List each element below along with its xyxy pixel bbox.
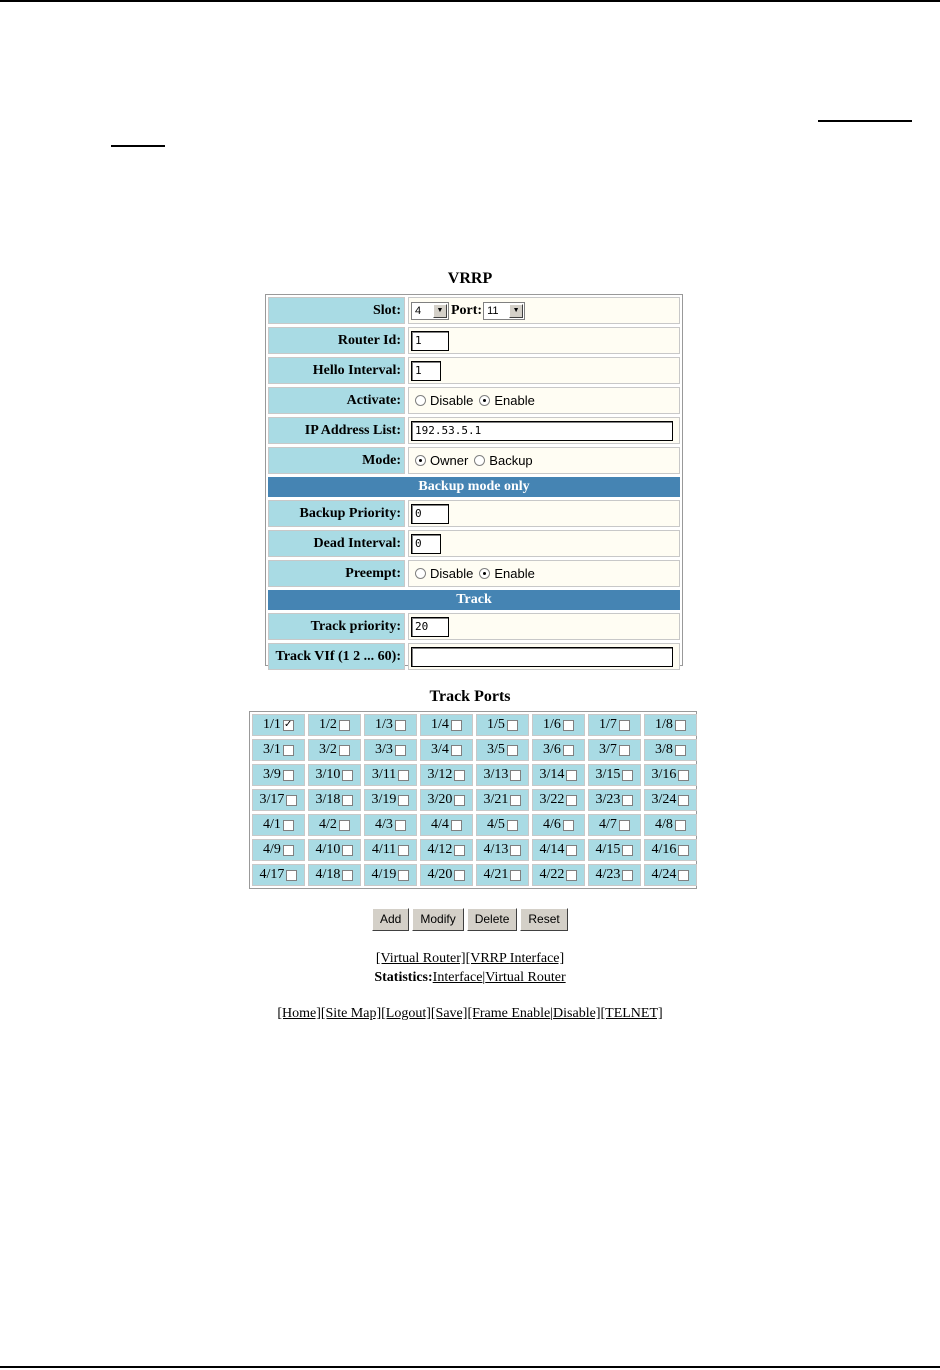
track-port-label: 3/14: [539, 767, 565, 782]
track-port-checkbox[interactable]: [678, 870, 689, 881]
track-port-checkbox[interactable]: [283, 720, 294, 731]
track-port-cell: [532, 764, 585, 786]
track-port-checkbox[interactable]: [675, 720, 686, 731]
track-port-cell: [588, 864, 641, 886]
track-port-checkbox[interactable]: [451, 745, 462, 756]
track-port-cell: [476, 739, 529, 761]
hello-interval-label: Hello Interval:: [268, 357, 405, 384]
preempt-label: Preempt:: [268, 560, 405, 587]
track-port-checkbox[interactable]: [619, 820, 630, 831]
chevron-down-icon[interactable]: ▼: [509, 304, 523, 318]
track-port-label: 4/7: [599, 817, 617, 832]
track-port-label: 3/13: [483, 767, 509, 782]
track-port-checkbox[interactable]: [678, 770, 689, 781]
telnet-link[interactable]: [TELNET]: [600, 1006, 663, 1021]
statistics-label: Statistics:: [374, 970, 433, 985]
preempt-row: [268, 560, 680, 587]
track-port-checkbox[interactable]: [454, 845, 465, 856]
track-port-cell: [308, 789, 361, 811]
track-port-checkbox[interactable]: [566, 795, 577, 806]
add-button[interactable]: Add: [372, 908, 409, 931]
track-port-label: 4/14: [539, 842, 565, 857]
track-port-cell: [252, 864, 305, 886]
track-port-cell: [420, 839, 473, 861]
track-port-cell: [476, 714, 529, 736]
mode-row: [268, 447, 680, 474]
bottom-rule: [0, 1366, 940, 1368]
track-port-cell: [420, 864, 473, 886]
track-port-label: 3/15: [595, 767, 621, 782]
frame-enable-link[interactable]: [Frame Enable: [467, 1006, 551, 1021]
slot-select[interactable]: 4 ▼: [411, 302, 449, 320]
track-port-checkbox[interactable]: [622, 770, 633, 781]
track-port-label: 1/5: [487, 717, 505, 732]
track-port-cell: [532, 864, 585, 886]
track-port-label: 1/3: [375, 717, 393, 732]
footer-nav: [0, 1006, 940, 1022]
track-port-cell: [364, 764, 417, 786]
activate-enable-radio[interactable]: [479, 395, 490, 406]
track-port-checkbox[interactable]: [339, 820, 350, 831]
track-port-checkbox[interactable]: [339, 745, 350, 756]
track-port-cell: [364, 839, 417, 861]
track-port-label: 1/4: [431, 717, 449, 732]
track-port-checkbox[interactable]: [678, 795, 689, 806]
vrrp-links: [0, 951, 940, 967]
dead-interval-row: [268, 530, 680, 557]
track-port-cell: [252, 839, 305, 861]
track-port-label: 4/13: [483, 842, 509, 857]
save-link[interactable]: [Save]: [430, 1006, 468, 1021]
track-port-label: 3/2: [319, 742, 337, 757]
track-port-cell: [644, 839, 697, 861]
track-port-checkbox[interactable]: [451, 720, 462, 731]
mode-backup-label: Backup: [489, 453, 533, 468]
track-port-cell: [308, 814, 361, 836]
track-port-label: 3/21: [483, 792, 509, 807]
track-port-checkbox[interactable]: [563, 820, 574, 831]
text-fragment-line: [818, 120, 912, 122]
track-port-label: 3/4: [431, 742, 449, 757]
track-port-label: 3/22: [539, 792, 565, 807]
track-port-label: 4/23: [595, 867, 621, 882]
track-port-cell: [532, 739, 585, 761]
track-ports-grid: [249, 711, 697, 889]
track-port-checkbox[interactable]: [286, 795, 297, 806]
track-port-cell: [308, 739, 361, 761]
slot-label: Slot:: [268, 297, 405, 324]
statistics-links: [0, 970, 940, 986]
track-port-checkbox[interactable]: [622, 870, 633, 881]
track-port-checkbox[interactable]: [342, 770, 353, 781]
track-port-checkbox[interactable]: [563, 720, 574, 731]
activate-disable-radio[interactable]: [415, 395, 426, 406]
backup-priority-label: Backup Priority:: [268, 500, 405, 527]
track-port-cell: [644, 864, 697, 886]
track-port-cell: [252, 789, 305, 811]
track-port-cell: [588, 714, 641, 736]
track-port-cell: [532, 839, 585, 861]
track-port-checkbox[interactable]: [286, 870, 297, 881]
track-port-checkbox[interactable]: [283, 770, 294, 781]
track-port-label: 4/22: [539, 867, 565, 882]
track-port-cell: [644, 714, 697, 736]
track-port-checkbox[interactable]: [510, 770, 521, 781]
ip-address-input[interactable]: 192.53.5.1: [411, 421, 673, 441]
track-port-label: 4/17: [259, 867, 285, 882]
activate-row: [268, 387, 680, 414]
modify-button[interactable]: Modify: [412, 908, 463, 931]
track-port-label: 3/23: [595, 792, 621, 807]
track-port-checkbox[interactable]: [510, 870, 521, 881]
track-vif-input[interactable]: [411, 647, 673, 667]
track-port-checkbox[interactable]: [283, 745, 294, 756]
delete-button[interactable]: Delete: [467, 908, 518, 931]
track-port-cell: [644, 739, 697, 761]
action-buttons: [372, 908, 568, 931]
track-port-label: 3/17: [259, 792, 285, 807]
track-port-label: 3/18: [315, 792, 341, 807]
reset-button[interactable]: Reset: [520, 908, 567, 931]
track-port-checkbox[interactable]: [395, 820, 406, 831]
track-port-label: 4/20: [427, 867, 453, 882]
track-port-cell: [308, 864, 361, 886]
hello-interval-row: [268, 357, 680, 384]
hello-interval-input[interactable]: 1: [411, 361, 441, 381]
track-port-checkbox[interactable]: [451, 820, 462, 831]
track-port-label: 3/20: [427, 792, 453, 807]
track-port-label: 3/12: [427, 767, 453, 782]
track-port-label: 1/2: [319, 717, 337, 732]
track-port-label: 4/12: [427, 842, 453, 857]
track-priority-row: [268, 613, 680, 640]
track-port-cell: [420, 714, 473, 736]
stats-virtual-router-link[interactable]: Virtual Router: [485, 970, 566, 985]
track-port-label: 3/9: [263, 767, 281, 782]
track-port-checkbox[interactable]: [454, 770, 465, 781]
site-map-link[interactable]: [Site Map]: [320, 1006, 382, 1021]
track-port-cell: [588, 764, 641, 786]
track-port-label: 1/1: [263, 717, 281, 732]
track-port-label: 3/16: [651, 767, 677, 782]
track-port-label: 3/7: [599, 742, 617, 757]
track-port-checkbox[interactable]: [342, 870, 353, 881]
track-port-label: 4/1: [263, 817, 281, 832]
track-port-label: 4/15: [595, 842, 621, 857]
track-port-checkbox[interactable]: [342, 795, 353, 806]
track-port-label: 3/5: [487, 742, 505, 757]
track-port-checkbox[interactable]: [395, 720, 406, 731]
slot-row: [268, 297, 680, 324]
track-port-label: 4/24: [651, 867, 677, 882]
virtual-router-link[interactable]: [Virtual Router]: [375, 951, 466, 966]
track-port-label: 4/16: [651, 842, 677, 857]
track-port-label: 3/3: [375, 742, 393, 757]
track-port-checkbox[interactable]: [398, 795, 409, 806]
track-port-checkbox[interactable]: [398, 845, 409, 856]
track-port-cell: [476, 789, 529, 811]
track-port-checkbox[interactable]: [622, 795, 633, 806]
track-port-checkbox[interactable]: [566, 770, 577, 781]
track-port-checkbox[interactable]: [454, 870, 465, 881]
track-port-cell: [532, 714, 585, 736]
router-id-input[interactable]: 1: [411, 331, 449, 351]
backup-priority-row: [268, 500, 680, 527]
track-port-checkbox[interactable]: [398, 770, 409, 781]
activate-disable-label: Disable: [430, 393, 474, 408]
preempt-enable-label: Enable: [494, 566, 535, 581]
track-port-cell: [588, 739, 641, 761]
track-port-cell: [252, 714, 305, 736]
track-port-checkbox[interactable]: [622, 845, 633, 856]
stats-separator: |: [482, 970, 486, 985]
track-port-cell: [364, 714, 417, 736]
home-link[interactable]: [Home]: [277, 1006, 321, 1021]
track-port-cell: [364, 789, 417, 811]
track-port-cell: [532, 789, 585, 811]
text-fragment-line: [111, 145, 165, 147]
preempt-disable-label: Disable: [430, 566, 474, 581]
track-port-label: 4/19: [371, 867, 397, 882]
dead-interval-label: Dead Interval:: [268, 530, 405, 557]
track-port-checkbox[interactable]: [675, 820, 686, 831]
track-port-cell: [420, 814, 473, 836]
stats-interface-link[interactable]: Interface: [432, 970, 483, 985]
track-port-label: 3/24: [651, 792, 677, 807]
track-port-label: 1/6: [543, 717, 561, 732]
track-port-cell: [476, 839, 529, 861]
track-port-cell: [308, 764, 361, 786]
preempt-disable-radio[interactable]: [415, 568, 426, 579]
track-port-cell: [420, 789, 473, 811]
mode-backup-radio[interactable]: [474, 455, 485, 466]
track-port-label: 3/10: [315, 767, 341, 782]
track-port-cell: [532, 814, 585, 836]
track-port-cell: [420, 764, 473, 786]
ip-address-row: [268, 417, 680, 444]
track-port-cell: [644, 764, 697, 786]
backup-section-header: Backup mode only: [268, 477, 680, 497]
track-port-cell: [252, 764, 305, 786]
logout-link[interactable]: [Logout]: [381, 1006, 431, 1021]
track-port-label: 1/8: [655, 717, 673, 732]
track-port-label: 4/21: [483, 867, 509, 882]
track-port-checkbox[interactable]: [678, 845, 689, 856]
track-port-checkbox[interactable]: [563, 745, 574, 756]
track-port-label: 3/6: [543, 742, 561, 757]
track-port-label: 4/10: [315, 842, 341, 857]
track-port-label: 4/4: [431, 817, 449, 832]
chevron-down-icon[interactable]: ▼: [433, 304, 447, 318]
track-port-cell: [252, 739, 305, 761]
track-port-cell: [476, 814, 529, 836]
activate-enable-label: Enable: [494, 393, 535, 408]
track-port-checkbox[interactable]: [619, 745, 630, 756]
track-port-label: 4/6: [543, 817, 561, 832]
track-port-label: 3/11: [371, 767, 397, 782]
track-section-header: Track: [268, 590, 680, 610]
track-port-checkbox[interactable]: [619, 720, 630, 731]
track-port-checkbox[interactable]: [395, 745, 406, 756]
track-priority-input[interactable]: 20: [411, 617, 449, 637]
mode-owner-radio[interactable]: [415, 455, 426, 466]
track-port-cell: [252, 814, 305, 836]
track-port-checkbox[interactable]: [283, 820, 294, 831]
track-port-cell: [476, 764, 529, 786]
track-port-checkbox[interactable]: [510, 845, 521, 856]
track-ports-title: Track Ports: [429, 688, 511, 705]
track-port-cell: [588, 814, 641, 836]
frame-separator: |: [550, 1006, 554, 1021]
track-port-checkbox[interactable]: [507, 745, 518, 756]
track-port-cell: [364, 814, 417, 836]
track-port-label: 4/3: [375, 817, 393, 832]
track-port-cell: [308, 839, 361, 861]
track-port-cell: [308, 714, 361, 736]
track-port-cell: [364, 864, 417, 886]
track-port-label: 4/8: [655, 817, 673, 832]
track-port-checkbox[interactable]: [339, 720, 350, 731]
track-port-checkbox[interactable]: [454, 795, 465, 806]
track-section-row: [268, 590, 680, 610]
dead-interval-input[interactable]: 0: [411, 534, 441, 554]
router-id-label: Router Id:: [268, 327, 405, 354]
track-port-label: 4/11: [371, 842, 397, 857]
backup-priority-input[interactable]: 0: [411, 504, 449, 524]
track-port-label: 4/9: [263, 842, 281, 857]
mode-label: Mode:: [268, 447, 405, 474]
track-port-cell: [420, 739, 473, 761]
activate-label: Activate:: [268, 387, 405, 414]
track-port-cell: [588, 789, 641, 811]
track-vif-row: [268, 643, 680, 670]
vrrp-title: VRRP: [447, 270, 493, 287]
track-port-label: 4/2: [319, 817, 337, 832]
mode-owner-label: Owner: [430, 453, 469, 468]
vrrp-interface-link[interactable]: [VRRP Interface]: [465, 951, 565, 966]
track-port-label: 3/8: [655, 742, 673, 757]
track-port-checkbox[interactable]: [507, 820, 518, 831]
top-rule: [0, 0, 940, 2]
track-port-checkbox[interactable]: [675, 745, 686, 756]
track-port-label: 3/19: [371, 792, 397, 807]
track-port-cell: [364, 739, 417, 761]
track-port-label: 4/18: [315, 867, 341, 882]
track-port-checkbox[interactable]: [510, 795, 521, 806]
vrrp-form: [265, 294, 683, 666]
track-port-cell: [588, 839, 641, 861]
track-port-label: 1/7: [599, 717, 617, 732]
track-port-checkbox[interactable]: [283, 845, 294, 856]
track-port-checkbox[interactable]: [398, 870, 409, 881]
frame-disable-link[interactable]: Disable]: [553, 1006, 601, 1021]
track-port-checkbox[interactable]: [342, 845, 353, 856]
backup-section-row: [268, 477, 680, 497]
port-select[interactable]: 11 ▼: [483, 302, 525, 320]
preempt-enable-radio[interactable]: [479, 568, 490, 579]
track-priority-label: Track priority:: [268, 613, 405, 640]
track-port-cell: [476, 864, 529, 886]
track-port-checkbox[interactable]: [566, 845, 577, 856]
track-port-checkbox[interactable]: [566, 870, 577, 881]
router-id-row: [268, 327, 680, 354]
track-port-label: 3/1: [263, 742, 281, 757]
port-label: Port:: [451, 302, 483, 318]
track-vif-label: Track VIf (1 2 ... 60):: [268, 643, 405, 670]
track-port-cell: [644, 789, 697, 811]
track-port-checkbox[interactable]: [507, 720, 518, 731]
ip-address-label: IP Address List:: [268, 417, 405, 444]
track-port-label: 4/5: [487, 817, 505, 832]
track-port-cell: [644, 814, 697, 836]
